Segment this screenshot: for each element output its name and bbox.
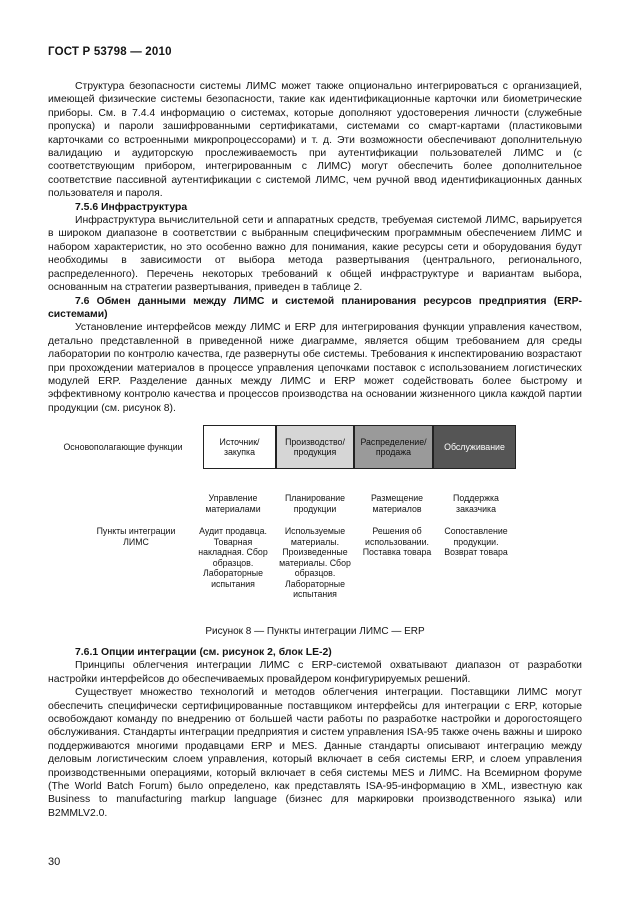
stage-box-service: [433, 425, 516, 469]
paragraph-integration-tech: Существует множество технологий и методов облегчения интеграции. Поставщики ЛИМС могут обеспечить специфически сертифицированные поставщиком интерфейсы для интеграции с ERP, которые освобождают команду по внедрению от большей части работы по разработке настройки и дорогостоящего обслуживания. Стандарты интеграции предприятия и систем управления ISA-95 также очень важны и широко поддерживаются многими продавцами ERP и MES. Данные стандарты описывают интеграцию между деловым логистическим слоем управления, который включает в себя системы ERP, и слоем управления производственными операциями, который включает в себя системы MES и ЛИМС. На Всемирном форуме (The World Batch Forum) было определено, как представлять ISA-95-информацию в XML, известную как Business to manufacturing markup language (бизнес для маркировки производственного языка) или B2MMLV2.0.: [48, 687, 582, 819]
stage-label: Источник/ закупка: [219, 436, 260, 457]
paragraph-erp-exchange: Установление интерфейсов между ЛИМС и ERP для интегрирования функции управления качеством, детально представленной в приведенной ниже диаграмме, является общим требованием для среды лаборатории по контролю качества, где развернуты обе системы. Требования к инспектированию возрастают при прохождении материалов в процессе управления цепочками поставок с использованием логистических модулей ERP. Разделение данных между ЛИМС и ERP может содействовать более быстрому и эффективному контролю качества и процессов производства на основании жизненного цикла каждой партии продукции (см. рисунок 8).: [48, 322, 582, 414]
function-support: Поддержка заказчика: [453, 493, 499, 514]
paragraph-security: Структура безопасности системы ЛИМС может также опционально интегрироваться с организацией, имеющей физические системы безопасности, такие как идентификационные карточки или биометрические приборы. См. в 7.4.4 информацию о системах, которые дополняют удостоверения личности (служебные пропуска) и пароли зашифрованными сертификатами, системами со смарт-картами (пластиковыми карточками со встроенными микропроцессорами) и т. д. Эти возможности обеспечивают дополнительную валидацию и аудиторскую прослеживаемость при аутентификации пользователей ЛИМС и (с соответствующим прибором, интегрированным с ЛИМС) могут обеспечить более дополнительное соответствие пассивной аутентификации с системой ЛИМС, чем ручной ввод идентификационных данных пользователя и пароля.: [48, 81, 582, 200]
stage-box-sourcing: [203, 425, 276, 469]
heading-7-6-1: 7.6.1 Опции интеграции (см. рисунок 2, блок LE-2): [75, 647, 332, 658]
points-service: Сопоставление продукции. Возврат товара: [444, 526, 508, 557]
stage-label: Обслуживание: [444, 441, 505, 452]
points-label: Пункты интеграции ЛИМС: [96, 526, 176, 547]
document-header: ГОСТ Р 53798 — 2010: [48, 46, 172, 58]
section-body-top: [48, 80, 582, 415]
stage-label: Производство/ продукция: [285, 436, 345, 457]
function-placement: Размещение материалов: [370, 493, 424, 514]
points-production: Используемые материалы. Произведенные материалы. Сбор образцов. Лабораторные испытания: [279, 526, 351, 599]
paragraph-integration-principles: Принципы облегчения интеграции ЛИМС с ERP-системой охватывают диапазон от разработки настройки интерфейсов до обеспечиваемых провайдером конфигурируемых решений.: [48, 660, 582, 685]
points-distribution: Решения об использовании. Поставка товара: [362, 526, 432, 557]
heading-7-5-6: 7.5.6 Инфраструктура: [75, 201, 188, 213]
stage-box-production: [276, 425, 354, 469]
paragraph-infrastructure: Инфраструктура вычислительной сети и аппаратных средств, требуемая системой ЛИМС, варьируется в широком диапазоне в соответствии с выбранным специфическим программным обеспечением ЛИМС и набором характеристик, но это особенно важно для понимания, какие ресурсы сети и оборудования будут необходимы в зависимости от выбора метода развертывания (центрального, регионального, распределенного). Перечень некоторых требований к общей инфраструктуре и вариантам выбора, основанным на стратегии развертывания, приведен в таблице 2.: [48, 215, 582, 294]
function-materials: Управление материалами: [205, 493, 261, 514]
section-body-bottom: [48, 646, 582, 820]
heading-7-6: 7.6 Обмен данными между ЛИМС и системой планирования ресурсов предприятия (ERP-системами): [48, 295, 582, 320]
stage-label: Распределение/ продажа: [360, 436, 427, 457]
points-sourcing: Аудит продавца. Товарная накладная. Сбор образцов. Лабораторные испытания: [198, 526, 268, 589]
figure-row-label: Основополагающие функции: [63, 441, 183, 452]
function-planning: Планирование продукции: [284, 493, 346, 514]
figure-caption: Рисунок 8 — Пункты интеграции ЛИМС — ERP: [205, 626, 425, 637]
page-number: 30: [48, 856, 61, 868]
stage-box-distribution: [354, 425, 433, 469]
